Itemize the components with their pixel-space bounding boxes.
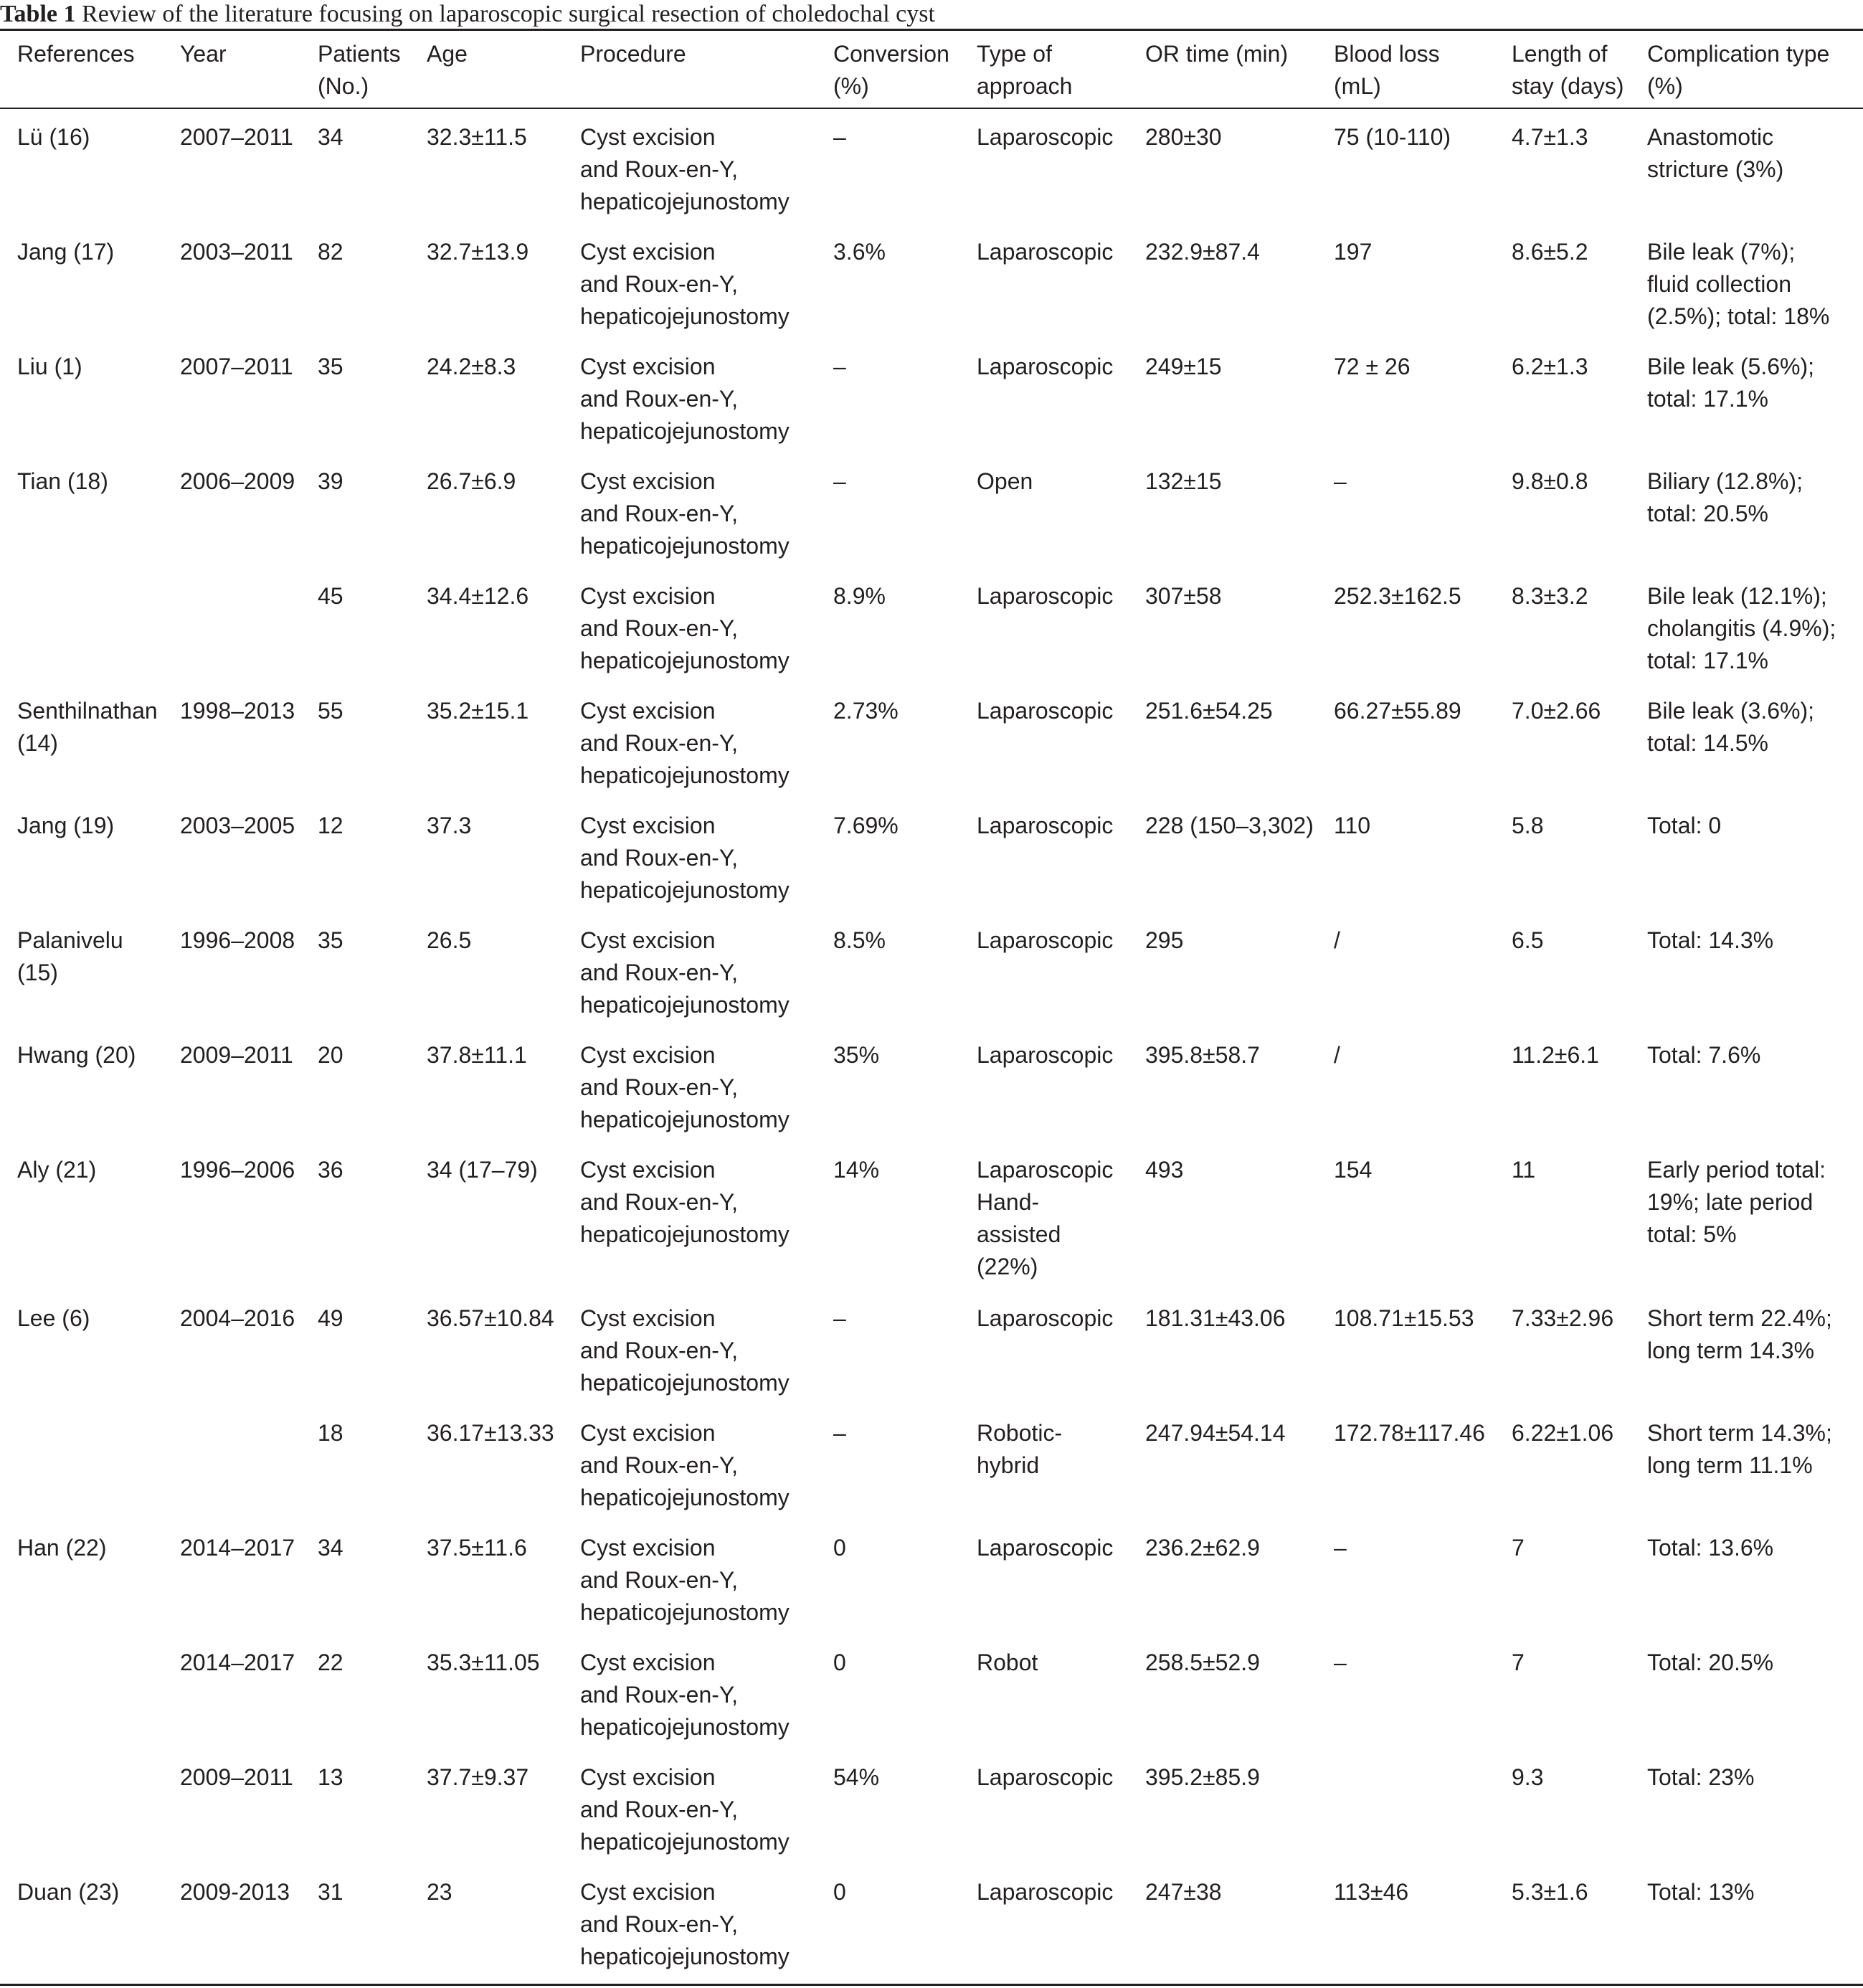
cell-complication: Bile leak (12.1%); cholangitis (4.9%); total: 17.1%: [1647, 583, 1836, 673]
cell-age: 37.3: [427, 813, 472, 838]
cell-patients: 39: [318, 468, 343, 494]
cell-year: 2007–2011: [180, 354, 293, 379]
cell-patients: 55: [318, 698, 343, 724]
cell-blood-loss: /: [1334, 1042, 1340, 1068]
cell-year: 2014–2017: [180, 1535, 295, 1561]
cell-blood-loss: 72 ± 26: [1334, 354, 1411, 379]
cell-procedure: Cyst excision and Roux-en-Y, hepaticojejunostomy: [580, 354, 790, 444]
cell-approach: Robot: [977, 1649, 1038, 1675]
cell-conversion: 7.69%: [833, 813, 899, 838]
cell-length-of-stay: 9.8±0.8: [1512, 468, 1588, 494]
cell-approach: Laparoscopic: [977, 813, 1114, 838]
cell-or-time: 232.9±87.4: [1145, 239, 1260, 265]
cell-patients: 45: [318, 583, 343, 609]
cell-year: 2009–2011: [180, 1042, 293, 1068]
cell-procedure: Cyst excision and Roux-en-Y, hepaticojejunostomy: [580, 1764, 790, 1855]
cell-complication: Bile leak (3.6%); total: 14.5%: [1647, 698, 1814, 756]
cell-blood-loss: –: [1334, 468, 1347, 494]
cell-age: 37.7±9.37: [427, 1764, 529, 1790]
cell-or-time: 247.94±54.14: [1145, 1420, 1286, 1446]
cell-procedure: Cyst excision and Roux-en-Y, hepaticojejunostomy: [580, 698, 790, 788]
cell-procedure: Cyst excision and Roux-en-Y, hepaticojejunostomy: [580, 813, 790, 903]
cell-procedure: Cyst excision and Roux-en-Y, hepaticojejunostomy: [580, 468, 790, 559]
cell-approach: Laparoscopic: [977, 1764, 1114, 1790]
cell-length-of-stay: 7.33±2.96: [1512, 1305, 1614, 1331]
cell-blood-loss: 110: [1334, 813, 1371, 838]
cell-blood-loss: 113±46: [1334, 1879, 1409, 1905]
column-header-age: Age: [427, 41, 468, 67]
column-header-complication: Complication type (%): [1647, 41, 1830, 99]
cell-length-of-stay: 11: [1512, 1157, 1536, 1183]
cell-references: Liu (1): [17, 354, 82, 379]
cell-procedure: Cyst excision and Roux-en-Y, hepaticojejunostomy: [580, 1649, 790, 1740]
cell-procedure: Cyst excision and Roux-en-Y, hepaticojejunostomy: [580, 1305, 790, 1396]
column-header-blood-loss: Blood loss (mL): [1334, 41, 1440, 99]
cell-complication: Total: 20.5%: [1647, 1649, 1774, 1675]
cell-approach: Laparoscopic: [977, 124, 1114, 150]
cell-references: Lee (6): [17, 1305, 90, 1331]
bottom-rule: [0, 1984, 1863, 1986]
header-rule: [0, 108, 1863, 109]
cell-age: 37.5±11.6: [427, 1535, 527, 1561]
cell-length-of-stay: 7: [1512, 1649, 1525, 1675]
cell-blood-loss: 252.3±162.5: [1334, 583, 1461, 609]
cell-year: 2009–2011: [180, 1764, 293, 1790]
cell-conversion: –: [833, 1305, 846, 1331]
cell-blood-loss: 75 (10-110): [1334, 124, 1451, 150]
cell-conversion: –: [833, 1420, 846, 1446]
cell-conversion: 0: [833, 1535, 846, 1561]
cell-or-time: 258.5±52.9: [1145, 1649, 1260, 1675]
cell-age: 23: [427, 1879, 452, 1905]
cell-or-time: 236.2±62.9: [1145, 1535, 1260, 1561]
cell-year: 2004–2016: [180, 1305, 295, 1331]
cell-procedure: Cyst excision and Roux-en-Y, hepaticojejunostomy: [580, 583, 790, 673]
cell-year: 2006–2009: [180, 468, 295, 494]
cell-or-time: 247±38: [1145, 1879, 1222, 1905]
cell-or-time: 493: [1145, 1157, 1184, 1183]
column-header-or-time: OR time (min): [1145, 41, 1289, 67]
cell-procedure: Cyst excision and Roux-en-Y, hepaticojejunostomy: [580, 1879, 790, 1969]
cell-year: 1996–2006: [180, 1157, 295, 1183]
cell-references: Han (22): [17, 1535, 107, 1561]
cell-age: 26.5: [427, 927, 472, 953]
cell-length-of-stay: 6.2±1.3: [1512, 354, 1588, 379]
cell-or-time: 395.8±58.7: [1145, 1042, 1260, 1068]
cell-patients: 35: [318, 354, 343, 379]
cell-or-time: 181.31±43.06: [1145, 1305, 1286, 1331]
column-header-procedure: Procedure: [580, 41, 686, 67]
cell-complication: Total: 0: [1647, 813, 1722, 838]
cell-blood-loss: –: [1334, 1649, 1347, 1675]
column-header-approach: Type of approach: [977, 41, 1073, 99]
cell-approach: Laparoscopic: [977, 1305, 1114, 1331]
cell-procedure: Cyst excision and Roux-en-Y, hepaticojejunostomy: [580, 124, 790, 214]
cell-blood-loss: 172.78±117.46: [1334, 1420, 1485, 1446]
cell-blood-loss: –: [1334, 1535, 1347, 1561]
column-header-references: References: [17, 41, 135, 67]
cell-approach: Laparoscopic: [977, 1042, 1114, 1068]
cell-references: Duan (23): [17, 1879, 120, 1905]
cell-complication: Biliary (12.8%); total: 20.5%: [1647, 468, 1803, 526]
cell-procedure: Cyst excision and Roux-en-Y, hepaticojejunostomy: [580, 1535, 790, 1625]
table-caption: [0, 0, 935, 29]
cell-patients: 34: [318, 1535, 343, 1561]
cell-conversion: 8.9%: [833, 583, 886, 609]
cell-approach: Laparoscopic: [977, 583, 1114, 609]
cell-or-time: 249±15: [1145, 354, 1222, 379]
cell-references: Hwang (20): [17, 1042, 136, 1068]
cell-references: Senthilnathan (14): [17, 698, 158, 756]
caption-text: Review of the literature focusing on laparoscopic surgical resection of choledochal cyst: [82, 1, 935, 27]
cell-length-of-stay: 7.0±2.66: [1512, 698, 1601, 724]
cell-or-time: 295: [1145, 927, 1184, 953]
cell-complication: Total: 23%: [1647, 1764, 1755, 1790]
cell-references: Tian (18): [17, 468, 108, 494]
cell-age: 24.2±8.3: [427, 354, 516, 379]
cell-complication: Total: 13.6%: [1647, 1535, 1774, 1561]
cell-age: 35.3±11.05: [427, 1649, 540, 1675]
cell-blood-loss: /: [1334, 927, 1340, 953]
cell-procedure: Cyst excision and Roux-en-Y, hepaticojejunostomy: [580, 239, 790, 329]
cell-conversion: –: [833, 354, 846, 379]
cell-length-of-stay: 6.5: [1512, 927, 1544, 953]
cell-year: 2009-2013: [180, 1879, 290, 1905]
column-header-conversion: Conversion (%): [833, 41, 949, 99]
cell-approach: Laparoscopic: [977, 354, 1114, 379]
column-header-year: Year: [180, 41, 227, 67]
cell-patients: 22: [318, 1649, 343, 1675]
cell-length-of-stay: 8.6±5.2: [1512, 239, 1588, 265]
cell-blood-loss: 154: [1334, 1157, 1373, 1183]
cell-references: Jang (17): [17, 239, 115, 265]
cell-year: 2003–2011: [180, 239, 293, 265]
cell-age: 32.3±11.5: [427, 124, 527, 150]
cell-year: 2007–2011: [180, 124, 293, 150]
cell-blood-loss: 197: [1334, 239, 1373, 265]
cell-patients: 18: [318, 1420, 343, 1446]
cell-or-time: 132±15: [1145, 468, 1222, 494]
cell-procedure: Cyst excision and Roux-en-Y, hepaticojejunostomy: [580, 1042, 790, 1132]
cell-age: 32.7±13.9: [427, 239, 529, 265]
cell-complication: Short term 14.3%; long term 11.1%: [1647, 1420, 1832, 1478]
cell-or-time: 251.6±54.25: [1145, 698, 1273, 724]
cell-complication: Anastomotic stricture (3%): [1647, 124, 1784, 182]
cell-procedure: Cyst excision and Roux-en-Y, hepaticojejunostomy: [580, 927, 790, 1018]
cell-year: 1998–2013: [180, 698, 295, 724]
cell-approach: Laparoscopic Hand- assisted (22%): [977, 1157, 1114, 1279]
cell-procedure: Cyst excision and Roux-en-Y, hepaticojejunostomy: [580, 1420, 790, 1510]
cell-blood-loss: 108.71±15.53: [1334, 1305, 1474, 1331]
cell-or-time: 395.2±85.9: [1145, 1764, 1260, 1790]
cell-conversion: 54%: [833, 1764, 880, 1790]
cell-age: 34.4±12.6: [427, 583, 529, 609]
cell-approach: Laparoscopic: [977, 698, 1114, 724]
cell-approach: Laparoscopic: [977, 1535, 1114, 1561]
cell-patients: 20: [318, 1042, 343, 1068]
cell-conversion: 2.73%: [833, 698, 899, 724]
cell-year: 1996–2008: [180, 927, 295, 953]
cell-patients: 12: [318, 813, 343, 838]
cell-age: 37.8±11.1: [427, 1042, 527, 1068]
cell-year: 2014–2017: [180, 1649, 295, 1675]
cell-age: 34 (17–79): [427, 1157, 538, 1183]
column-header-patients: Patients (No.): [318, 41, 401, 99]
cell-patients: 49: [318, 1305, 343, 1331]
cell-complication: Early period total: 19%; late period total: 5%: [1647, 1157, 1826, 1247]
top-rule: [0, 29, 1863, 31]
cell-patients: 34: [318, 124, 343, 150]
cell-complication: Short term 22.4%; long term 14.3%: [1647, 1305, 1832, 1363]
cell-approach: Open: [977, 468, 1033, 494]
cell-or-time: 228 (150–3,302): [1145, 813, 1314, 838]
cell-conversion: 8.5%: [833, 927, 886, 953]
cell-approach: Robotic- hybrid: [977, 1420, 1063, 1478]
cell-patients: 82: [318, 239, 343, 265]
cell-references: Lü (16): [17, 124, 90, 150]
cell-age: 36.57±10.84: [427, 1305, 554, 1331]
cell-approach: Laparoscopic: [977, 927, 1114, 953]
cell-patients: 31: [318, 1879, 343, 1905]
cell-conversion: –: [833, 468, 846, 494]
cell-complication: Total: 14.3%: [1647, 927, 1774, 953]
cell-conversion: –: [833, 124, 846, 150]
cell-patients: 36: [318, 1157, 343, 1183]
cell-conversion: 0: [833, 1879, 846, 1905]
cell-age: 26.7±6.9: [427, 468, 516, 494]
cell-approach: Laparoscopic: [977, 1879, 1114, 1905]
cell-length-of-stay: 9.3: [1512, 1764, 1544, 1790]
cell-length-of-stay: 5.3±1.6: [1512, 1879, 1588, 1905]
column-header-length-of-stay: Length of stay (days): [1512, 41, 1624, 99]
cell-procedure: Cyst excision and Roux-en-Y, hepaticojejunostomy: [580, 1157, 790, 1247]
cell-length-of-stay: 11.2±6.1: [1512, 1042, 1599, 1068]
cell-complication: Bile leak (7%); fluid collection (2.5%); total: 18%: [1647, 239, 1830, 329]
cell-age: 36.17±13.33: [427, 1420, 554, 1446]
cell-length-of-stay: 6.22±1.06: [1512, 1420, 1614, 1446]
cell-conversion: 3.6%: [833, 239, 886, 265]
cell-length-of-stay: 5.8: [1512, 813, 1544, 838]
cell-references: Aly (21): [17, 1157, 97, 1183]
cell-blood-loss: 66.27±55.89: [1334, 698, 1461, 724]
cell-references: Palanivelu (15): [17, 927, 123, 985]
cell-or-time: 280±30: [1145, 124, 1222, 150]
cell-references: Jang (19): [17, 813, 115, 838]
cell-patients: 35: [318, 927, 343, 953]
cell-year: 2003–2005: [180, 813, 295, 838]
cell-complication: Total: 7.6%: [1647, 1042, 1761, 1068]
cell-patients: 13: [318, 1764, 343, 1790]
cell-approach: Laparoscopic: [977, 239, 1114, 265]
caption-label: Table 1: [0, 1, 76, 27]
cell-length-of-stay: 7: [1512, 1535, 1525, 1561]
cell-complication: Total: 13%: [1647, 1879, 1755, 1905]
cell-age: 35.2±15.1: [427, 698, 529, 724]
cell-conversion: 14%: [833, 1157, 880, 1183]
cell-length-of-stay: 8.3±3.2: [1512, 583, 1588, 609]
cell-conversion: 0: [833, 1649, 846, 1675]
cell-conversion: 35%: [833, 1042, 880, 1068]
cell-length-of-stay: 4.7±1.3: [1512, 124, 1588, 150]
cell-or-time: 307±58: [1145, 583, 1222, 609]
cell-complication: Bile leak (5.6%); total: 17.1%: [1647, 354, 1814, 412]
